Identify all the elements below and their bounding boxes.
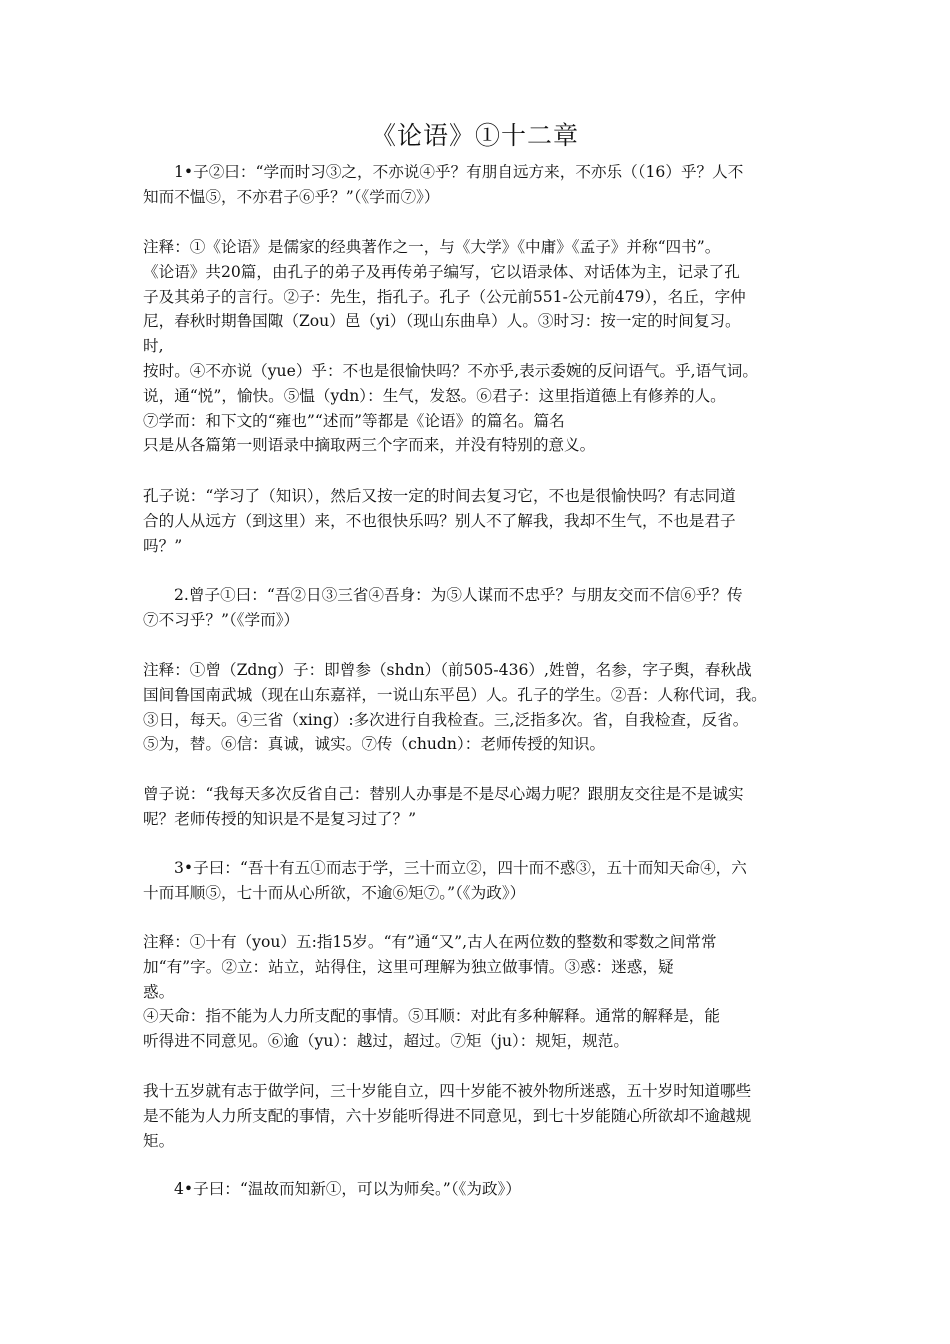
text-line: ③日，每天。④三省（xing）:多次进行自我检查。三,泛指多次。省，自我检查，反省。 <box>143 710 749 729</box>
text-line: 加“有”字。②立：站立，站得住，这里可理解为独立做事情。③惑：迷惑，疑 <box>143 957 674 976</box>
text-line: 1•子②曰：“学而时习③之，不亦说④乎？有朋自远方来，不亦乐（（16）乎？人不 <box>174 163 744 181</box>
text-line: 孔子说：“学习了（知识），然后又按一定的时间去复习它，不也是很愉快吗？有志同道 <box>143 487 736 505</box>
text-line: 4•子曰：“温故而知新①，可以为师矣。”（《为政》） <box>174 1180 521 1198</box>
text-line: ⑤为，替。⑥信：真诚，诚实。⑦传（chudn）：老师传授的知识。 <box>143 735 606 754</box>
text-line: 是不能为人力所支配的事情，六十岁能听得进不同意见，到七十岁能随心所欲却不逾越规 <box>143 1106 752 1125</box>
ch3-translation-paragraph <box>143 1079 811 1153</box>
text-line: 2.曾子①曰：“吾②日③三省④吾身：为⑤人谋而不忠乎？与朋友交而不信⑥乎？传 <box>174 586 743 604</box>
text-line: ④天命：指不能为人力所支配的事情。⑤耳顺：对此有多种解释。通常的解释是，能 <box>143 1007 720 1026</box>
text-line: 按时。④不亦说（yue）乎：不也是很愉快吗？不亦乎,表示委婉的反问语气。乎,语气词。 <box>143 361 758 380</box>
text-line: 尼，春秋时期鲁国陬（Zou）邑（yi）（现山东曲阜）人。③时习：按一定的时间复习。 <box>143 312 741 331</box>
text-line: 注释：①曾（Zdng）子：即曾参（shdn）（前505-436）,姓曾，名参，字子舆，春秋战 <box>143 661 752 679</box>
ch1-translation-paragraph <box>143 484 811 558</box>
text-line: 曾子说：“我每天多次反省自己：替别人办事是不是尽心竭力呢？跟朋友交往是不是诚实 <box>143 785 744 803</box>
text-line: 3•子曰：“吾十有五①而志于学，三十而立②，四十而不惑③，五十而知天命④，六 <box>174 859 747 877</box>
text-line: 矩。 <box>143 1131 175 1150</box>
text-line: 我十五岁就有志于做学问，三十岁能自立，四十岁能不被外物所迷惑，五十岁时知道哪些 <box>143 1082 752 1100</box>
ch1-notes-paragraph <box>143 235 811 458</box>
text-line: 惑。 <box>143 982 175 1001</box>
text-line: 只是从各篇第一则语录中摘取两三个字而来，并没有特别的意义。 <box>143 436 596 455</box>
text-line: 《论语》共20篇，由孔子的弟子及再传弟子编写，它以语录体、对话体为主，记录了孔 <box>143 262 740 281</box>
text-line: 呢？老师传授的知识是不是复习过了？” <box>143 809 417 828</box>
text-line: 听得进不同意见。⑥逾（yu）：越过，超过。⑦矩（ju）：规矩，规范。 <box>143 1032 629 1051</box>
page-title: 《论语》①十二章 <box>370 121 579 150</box>
text-line: 说，通“悦”，愉快。⑤愠（ydn）：生气，发怒。⑥君子：这里指道德上有修养的人。 <box>143 386 726 405</box>
ch3-notes-paragraph <box>143 930 811 1054</box>
text-line: 十而耳顺⑤，七十而从心所欲，不逾⑥矩⑦。”（《为政》） <box>143 883 526 902</box>
text-line: 合的人从远方（到这里）来，不也很快乐吗？别人不了解我，我却不生气，不也是君子 <box>143 511 736 530</box>
text-line: ⑦学而：和下文的“雍也”“述而”等都是《论语》的篇名。篇名 <box>143 411 565 430</box>
ch2-text-paragraph <box>143 583 811 633</box>
text-line: 子及其弟子的言行。②子：先生，指孔子。孔子（公元前551-公元前479），名丘，字仲 <box>143 287 746 306</box>
ch1-text-paragraph <box>143 160 811 210</box>
text-line: ⑦不习乎？”（《学而》） <box>143 610 300 629</box>
text-line: 时, <box>143 337 164 356</box>
text-line: 国间鲁国南武城（现在山东嘉祥，一说山东平邑）人。孔子的学生。②吾：人称代词，我。 <box>143 685 767 704</box>
text-line: 吗？” <box>143 536 183 555</box>
ch2-translation-paragraph <box>143 782 811 832</box>
text-line: 注释：①《论语》是儒家的经典著作之一，与《大学》《中庸》《孟子》并称“四书”。 <box>143 238 721 256</box>
ch3-text-paragraph <box>143 856 811 906</box>
ch2-notes-paragraph <box>143 658 811 757</box>
ch4-text-paragraph <box>143 1177 811 1202</box>
text-line: 注释：①十有（you）五:指15岁。“有”通“又”,古人在两位数的整数和零数之间常常 <box>143 933 717 951</box>
text-line: 知而不愠⑤，不亦君子⑥乎？”（《学而⑦》） <box>143 187 440 206</box>
